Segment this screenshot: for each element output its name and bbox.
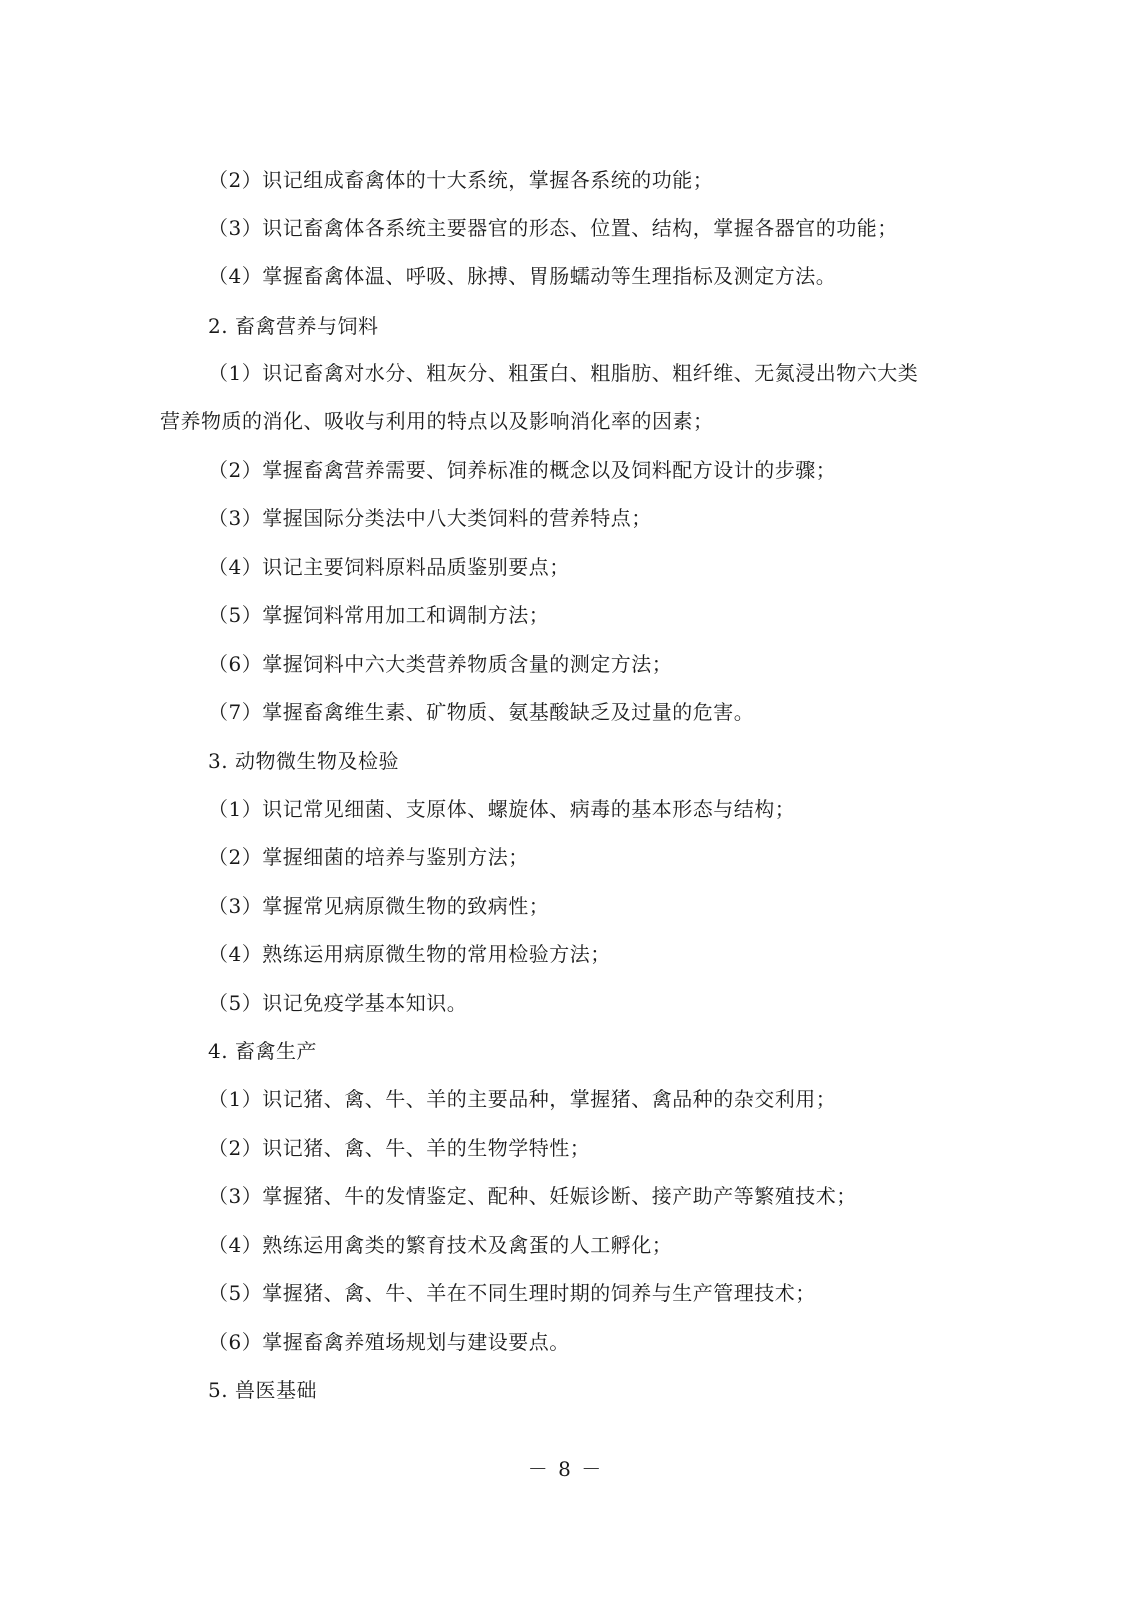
- list-item: （4）识记主要饲料原料品质鉴别要点；: [208, 555, 570, 579]
- section-heading: 5. 兽医基础: [208, 1378, 317, 1402]
- list-item: （6）掌握畜禽养殖场规划与建设要点。: [208, 1330, 570, 1354]
- list-item: （4）熟练运用病原微生物的常用检验方法；: [208, 942, 611, 966]
- section-heading: 3. 动物微生物及检验: [208, 749, 399, 773]
- list-item: （5）掌握饲料常用加工和调制方法；: [208, 603, 550, 627]
- list-item: （2）掌握细菌的培养与鉴别方法；: [208, 845, 529, 869]
- list-item: （2）识记组成畜禽体的十大系统，掌握各系统的功能；: [208, 168, 714, 192]
- list-item: （6）掌握饲料中六大类营养物质含量的测定方法；: [208, 652, 673, 676]
- list-item: （5）识记免疫学基本知识。: [208, 991, 468, 1015]
- page-number: － 8 －: [527, 1457, 604, 1481]
- list-item: （3）掌握猪、牛的发情鉴定、配种、妊娠诊断、接产助产等繁殖技术；: [208, 1184, 857, 1208]
- list-item: （4）掌握畜禽体温、呼吸、脉搏、胃肠蠕动等生理指标及测定方法。: [208, 264, 837, 288]
- list-item: （5）掌握猪、禽、牛、羊在不同生理时期的饲养与生产管理技术；: [208, 1281, 816, 1305]
- list-item: （1）识记常见细菌、支原体、螺旋体、病毒的基本形态与结构；: [208, 797, 796, 821]
- list-item: （2）掌握畜禽营养需要、饲养标准的概念以及饲料配方设计的步骤；: [208, 458, 837, 482]
- list-item: （3）掌握常见病原微生物的致病性；: [208, 894, 550, 918]
- list-item: （1）识记猪、禽、牛、羊的主要品种，掌握猪、禽品种的杂交利用；: [208, 1087, 837, 1111]
- list-item: （3）识记畜禽体各系统主要器官的形态、位置、结构，掌握各器官的功能；: [208, 216, 898, 240]
- list-item: （7）掌握畜禽维生素、矿物质、氨基酸缺乏及过量的危害。: [208, 700, 755, 724]
- list-item: （3）掌握国际分类法中八大类饲料的营养特点；: [208, 506, 652, 530]
- list-item: （1）识记畜禽对水分、粗灰分、粗蛋白、粗脂肪、粗纤维、无氮浸出物六大类: [208, 361, 919, 385]
- list-item: （4）熟练运用禽类的繁育技术及禽蛋的人工孵化；: [208, 1233, 673, 1257]
- section-heading: 4. 畜禽生产: [208, 1039, 317, 1063]
- list-item-continuation: 营养物质的消化、吸收与利用的特点以及影响消化率的因素；: [160, 409, 714, 433]
- section-heading: 2. 畜禽营养与饲料: [208, 314, 379, 338]
- list-item: （2）识记猪、禽、牛、羊的生物学特性；: [208, 1136, 591, 1160]
